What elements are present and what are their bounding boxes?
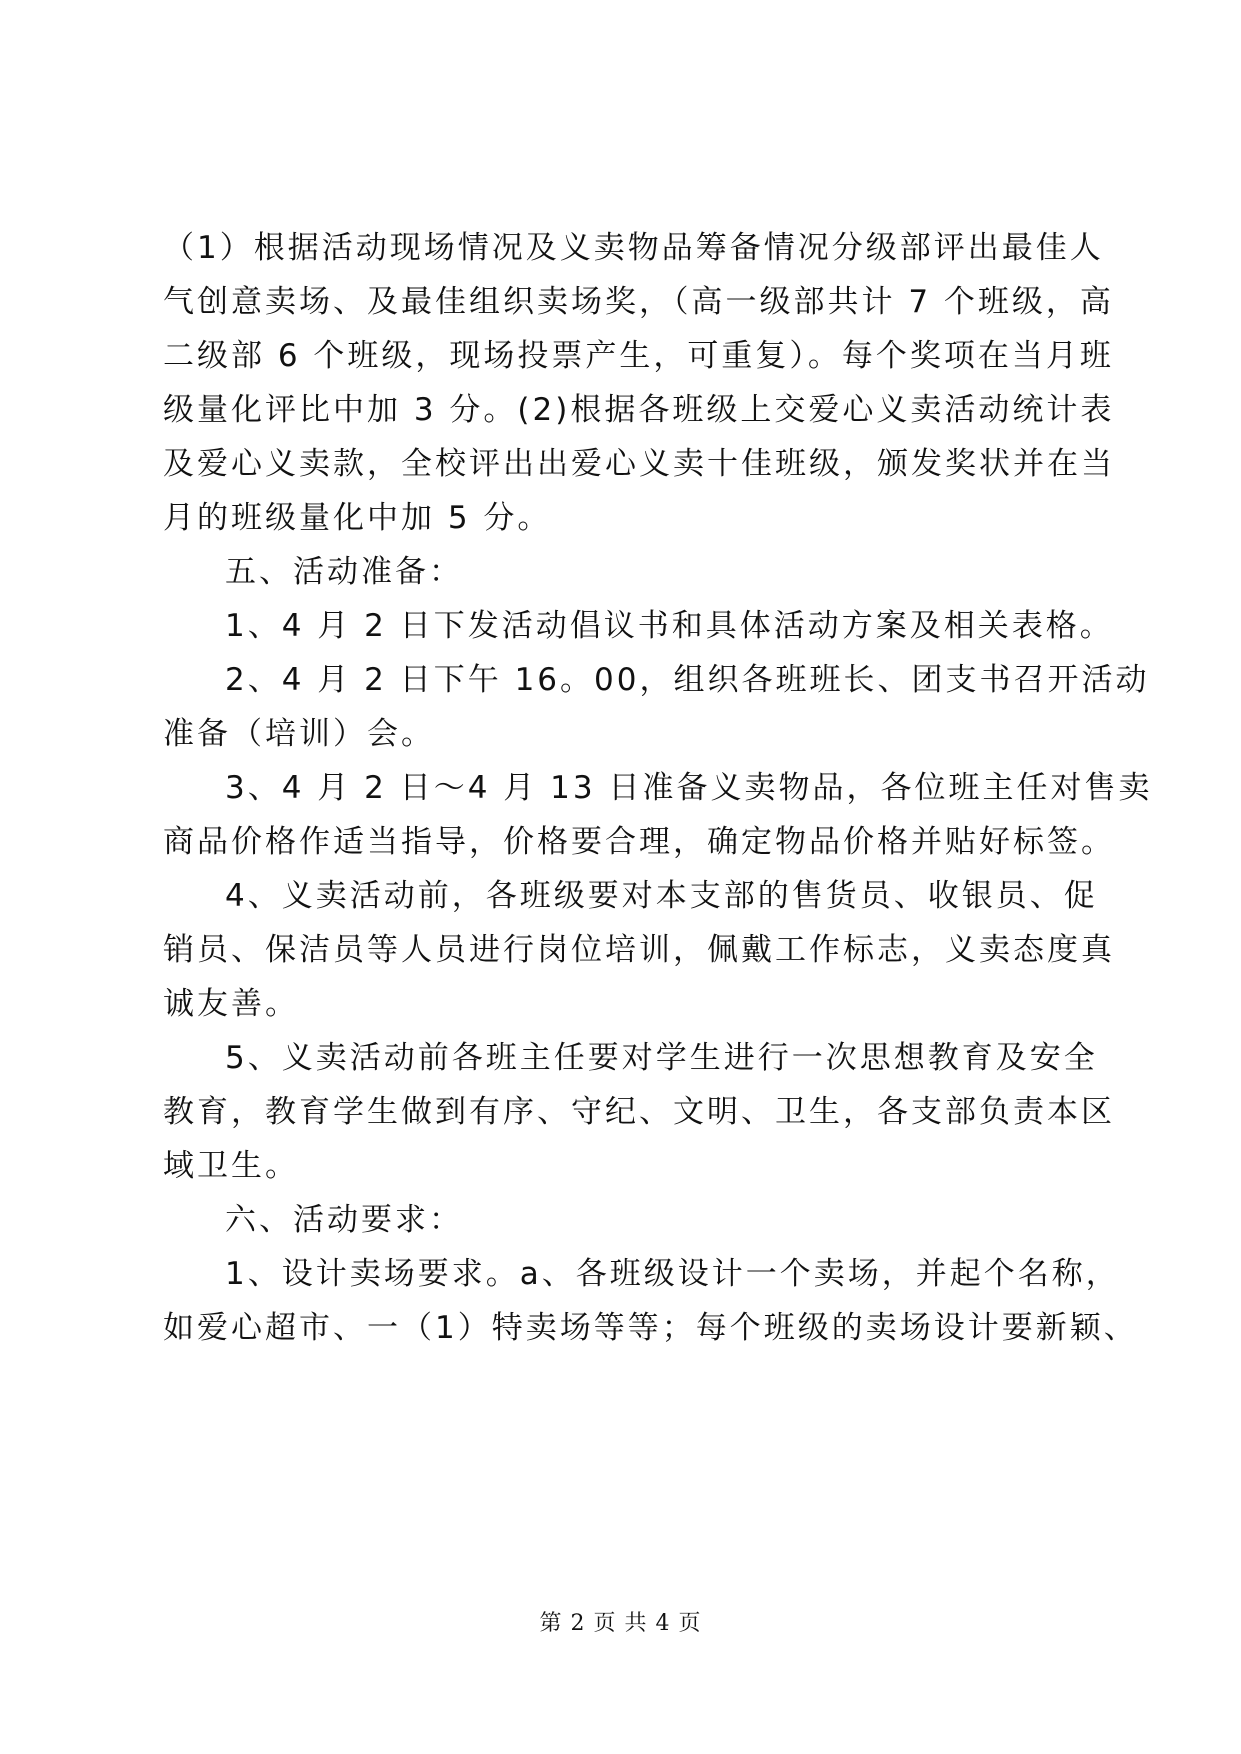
text-line: 4、义卖活动前，各班级要对本支部的售货员、收银员、促	[225, 878, 1098, 914]
text-line: 级量化评比中加 3 分。(2)根据各班级上交爱心义卖活动统计表	[163, 392, 1115, 428]
text-line: 气创意卖场、及最佳组织卖场奖，（高一级部共计 7 个班级，高	[163, 284, 1114, 320]
text-line: 教育，教育学生做到有序、守纪、文明、卫生，各支部负责本区	[163, 1094, 1115, 1130]
text-line: 准备（培训）会。	[163, 716, 435, 752]
text-line: 1、设计卖场要求。a、各班级设计一个卖场，并起个名称，	[225, 1256, 1120, 1292]
text-line: 二级部 6 个班级，现场投票产生，可重复）。每个奖项在当月班	[163, 338, 1114, 374]
section-heading: 五、活动准备：	[225, 554, 463, 590]
text-line: （1）根据活动现场情况及义卖物品筹备情况分级部评出最佳人	[163, 230, 1104, 266]
text-line: 3、4 月 2 日～4 月 13 日准备义卖物品，各位班主任对售卖	[225, 770, 1153, 806]
text-line: 2、4 月 2 日下午 16。00，组织各班班长、团支书召开活动	[225, 662, 1150, 698]
text-line: 域卫生。	[163, 1148, 299, 1184]
text-line: 及爱心义卖款，全校评出出爱心义卖十佳班级，颁发奖状并在当	[163, 446, 1115, 482]
text-line: 月的班级量化中加 5 分。	[163, 500, 552, 536]
section-heading: 六、活动要求：	[225, 1202, 463, 1238]
text-line: 1、4 月 2 日下发活动倡议书和具体活动方案及相关表格。	[225, 608, 1114, 644]
text-line: 销员、保洁员等人员进行岗位培训，佩戴工作标志，义卖态度真	[163, 932, 1115, 968]
text-line: 商品价格作适当指导，价格要合理，确定物品价格并贴好标签。	[163, 824, 1115, 860]
text-line: 诚友善。	[163, 986, 299, 1022]
page-number-footer: 第 2 页 共 4 页	[539, 1611, 702, 1636]
text-line: 如爱心超市、一（1）特卖场等等；每个班级的卖场设计要新颖、	[163, 1310, 1138, 1346]
text-line: 5、义卖活动前各班主任要对学生进行一次思想教育及安全	[225, 1040, 1098, 1076]
